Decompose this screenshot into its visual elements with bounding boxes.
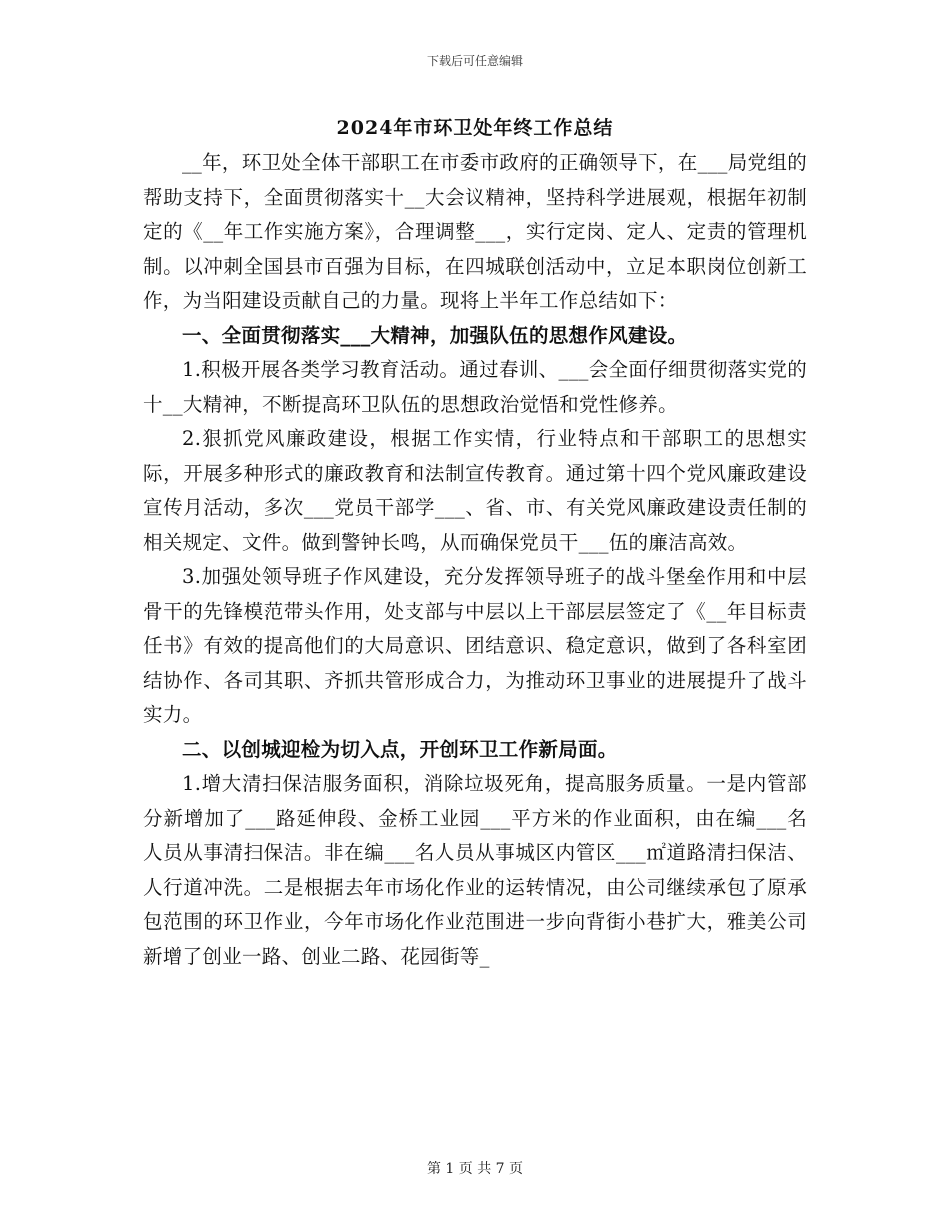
page-header-note: 下载后可任意编辑 bbox=[426, 54, 523, 68]
document-body bbox=[143, 146, 807, 974]
section-heading-2: 二、以创城迎检为切入点，开创环卫工作新局面。 bbox=[182, 737, 618, 761]
section-1-item-3: 3.加强处领导班子作风建设，充分发挥领导班子的战斗堡垒作用和中层骨干的先锋模范带头作用，处支部与中层以上干部层层签定了《__年目标责任书》有效的提高他们的大局意识、团结意识、稳定意识，做到了各科室团结协作、各司其职、齐抓共管形成合力，为推动环卫事业的进展提升了战斗实力。 bbox=[143, 565, 807, 726]
intro-paragraph: __年，环卫处全体干部职工在市委市政府的正确领导下，在___局党组的帮助支持下，全面贯彻落实十__大会议精神，坚持科学进展观，根据年初制定的《__年工作实施方案》，合理调整___，实行定岗、定人、定责的管理机制。以冲刺全国县市百强为目标，在四城联创活动中，立足本职岗位创新工作，为当阳建设贡献自己的力量。现将上半年工作总结如下： bbox=[143, 151, 807, 312]
document-title: 2024年市环卫处年终工作总结 bbox=[336, 117, 614, 139]
section-1-item-2: 2.狠抓党风廉政建设，根据工作实情，行业特点和干部职工的思想实际，开展多种形式的廉政教育和法制宣传教育。通过第十四个党风廉政建设宣传月活动，多次___党员干部学___、省、市、有关党风廉政建设责任制的相关规定、文件。做到警钟长鸣，从而确保党员干___伍的廉洁高效。 bbox=[143, 427, 807, 554]
section-heading-1: 一、全面贯彻落实___大精神，加强队伍的思想作风建设。 bbox=[182, 323, 688, 347]
page-number: 第 1 页 共 7 页 bbox=[426, 1161, 524, 1177]
section-2-item-1: 1.增大清扫保洁服务面积，消除垃圾死角，提高服务质量。一是内管部分新增加了___路延伸段、金桥工业园___平方米的作业面积，由在编___名人员从事清扫保洁。非在编___名人员从事城区内管区___㎡道路清扫保洁、人行道冲洗。二是根据去年市场化作业的运转情况，由公司继续承包了原承包范围的环卫作业，今年市场化作业范围进一步向背街小巷扩大，雅美公司新增了创业一路、创业二路、花园街等_ bbox=[143, 772, 807, 968]
section-1-item-1: 1.积极开展各类学习教育活动。通过春训、___会全面仔细贯彻落实党的十__大精神，不断提高环卫队伍的思想政治觉悟和党性修养。 bbox=[143, 358, 807, 416]
